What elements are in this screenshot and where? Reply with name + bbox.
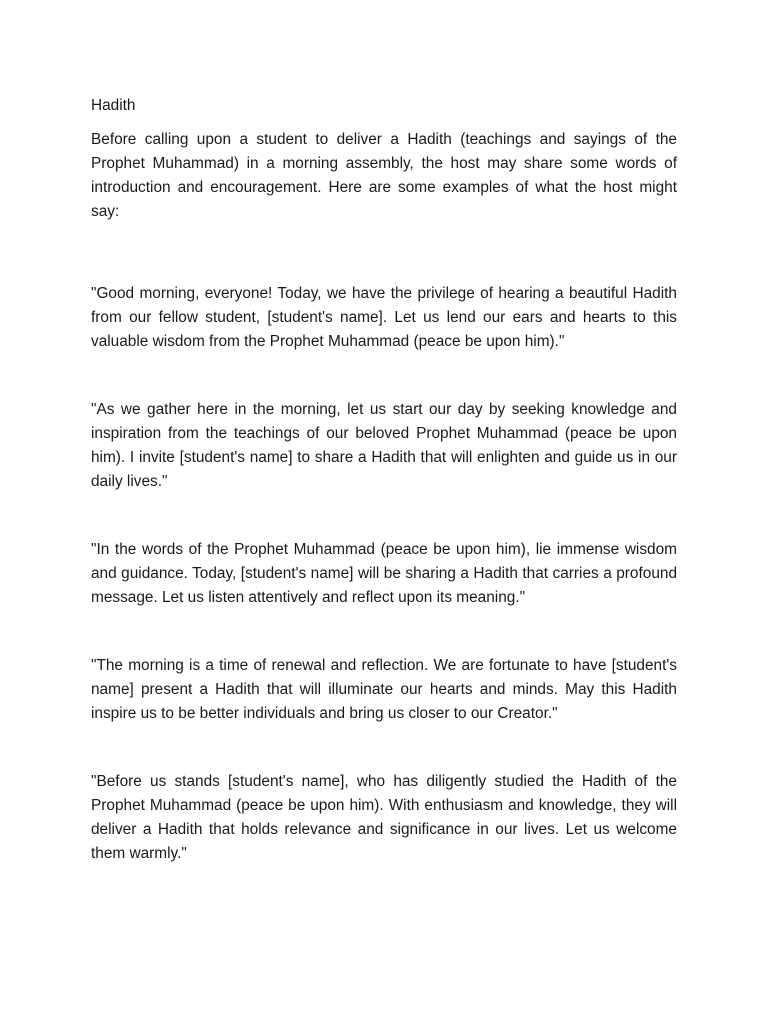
intro-paragraph: Before calling upon a student to deliver a Hadith (teachings and sayings of the Prophet Muhammad) in a morning assembly, the host may share some words of introduction and encouragement. Here are some examples of what the host might say: [91, 131, 677, 220]
quote-paragraph: "Before us stands [student's name], who has diligently studied the Hadith of the Prophet Muhammad (peace be upon him). With enthusiasm and knowledge, they will deliver a Hadith that holds relevance and significance in our lives. Let us welcome them warmly." [91, 773, 677, 862]
quote-paragraph: "In the words of the Prophet Muhammad (peace be upon him), lie immense wisdom and guidance. Today, [student's name] will be sharing a Hadith that carries a profound message. Let us listen attentively and reflect upon its meaning." [91, 541, 677, 606]
document-body [91, 94, 677, 866]
quote-paragraph: "As we gather here in the morning, let us start our day by seeking knowledge and inspiration from the teachings of our beloved Prophet Muhammad (peace be upon him). I invite [student's name] to share a Hadith that will enlighten and guide us in our daily lives." [91, 401, 677, 490]
document-title: Hadith [91, 97, 136, 114]
quote-paragraph: "The morning is a time of renewal and reflection. We are fortunate to have [student's name] present a Hadith that will illuminate our hearts and minds. May this Hadith inspire us to be better individuals and bring us closer to our Creator." [91, 657, 677, 722]
quote-paragraph: "Good morning, everyone! Today, we have the privilege of hearing a beautiful Hadith from our fellow student, [student's name]. Let us lend our ears and hearts to this valuable wisdom from the Prophet Muhammad (peace be upon him)." [91, 285, 677, 350]
